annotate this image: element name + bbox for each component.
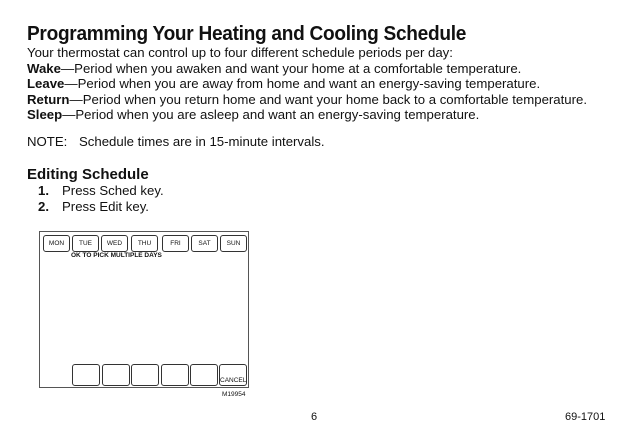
period-desc: —Period when you awaken and want your home at a comfortable temperature. — [60, 60, 522, 76]
soft-key-1[interactable] — [72, 364, 100, 386]
step-text: Press Sched key. — [62, 183, 164, 198]
period-name: Return — [27, 91, 70, 107]
note-tag: NOTE: — [27, 134, 68, 149]
note-text: Schedule times are in 15-minute intervals. — [79, 134, 325, 149]
day-button-thu[interactable]: THU — [131, 235, 158, 252]
page-number: 6 — [311, 411, 318, 423]
period-leave — [27, 76, 587, 92]
period-desc: —Period when you are asleep and want an energy-saving temperature. — [62, 107, 480, 123]
note — [27, 134, 325, 149]
step-text: Press Edit key. — [62, 199, 149, 214]
cancel-button[interactable] — [219, 364, 247, 386]
soft-key-2[interactable] — [102, 364, 130, 386]
period-desc: —Period when you are away from home and want an energy-saving temperature. — [64, 76, 541, 92]
soft-key-5[interactable] — [190, 364, 218, 386]
multi-day-hint: OK TO PICK MULTIPLE DAYS — [71, 252, 162, 259]
day-button-wed[interactable]: WED — [101, 235, 128, 252]
day-button-fri[interactable]: FRI — [162, 235, 189, 252]
period-name: Leave — [27, 76, 65, 92]
page-title: Programming Your Heating and Cooling Schedule — [27, 22, 467, 45]
step-item — [38, 199, 164, 215]
step-item — [38, 183, 164, 199]
day-button-mon[interactable]: MON — [43, 235, 70, 252]
period-sleep — [27, 107, 587, 123]
step-number: 2. — [38, 199, 49, 214]
thermostat-screen — [39, 231, 249, 388]
doc-number: 69-1701 — [565, 411, 606, 423]
day-button-sun[interactable]: SUN — [220, 235, 247, 252]
soft-key-3[interactable] — [131, 364, 159, 386]
period-name: Sleep — [27, 107, 63, 123]
intro-paragraph — [27, 45, 587, 123]
period-return — [27, 92, 587, 108]
period-wake — [27, 61, 587, 77]
intro-line: Your thermostat can control up to four different schedule periods per day: — [27, 45, 453, 60]
cancel-label: CANCEL — [220, 377, 247, 384]
section-title: Editing Schedule — [27, 166, 149, 183]
soft-key-4[interactable] — [161, 364, 189, 386]
day-button-sat[interactable]: SAT — [191, 235, 218, 252]
steps-list — [38, 183, 164, 215]
period-name: Wake — [27, 60, 61, 76]
step-number: 1. — [38, 183, 49, 198]
day-button-tue[interactable]: TUE — [72, 235, 99, 252]
period-desc: —Period when you return home and want your home back to a comfortable temperature. — [69, 91, 588, 107]
figure-id: M19954 — [222, 391, 246, 398]
